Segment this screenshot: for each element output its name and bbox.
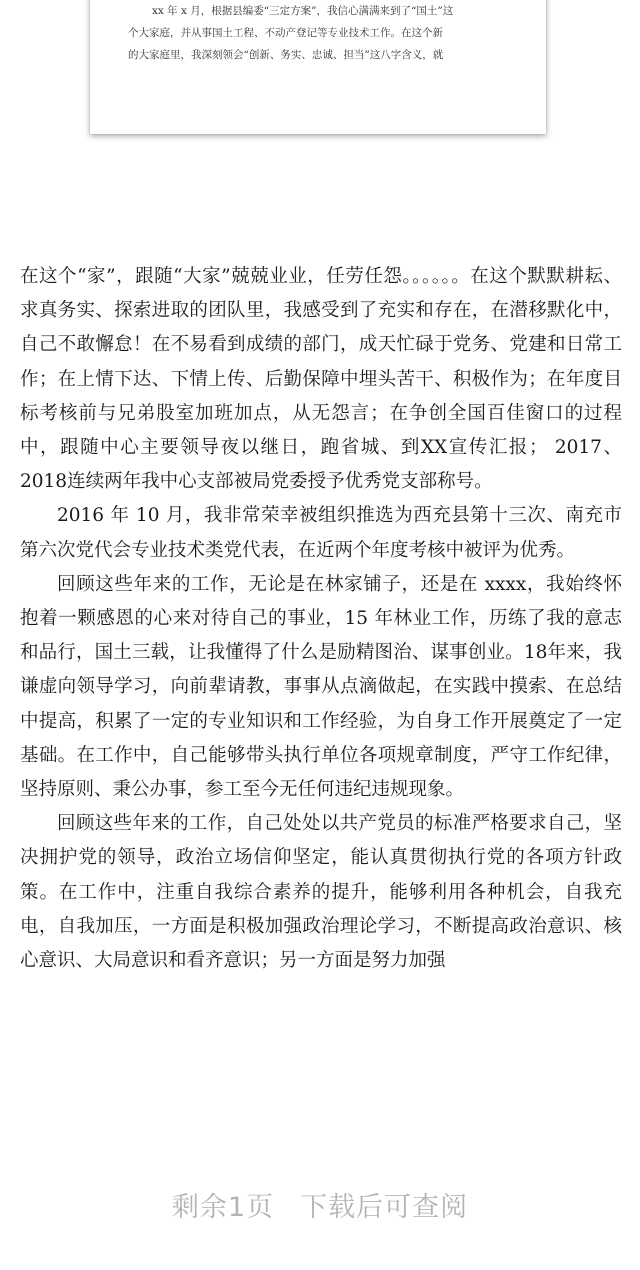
document-body — [20, 260, 622, 978]
preview-line-3: 的大家庭里，我深刻领会“创新、务实、忠诚、担当”这八字含义，就 — [128, 49, 444, 61]
download-prompt-label: 下载后可查阅 — [300, 1192, 469, 1223]
paragraph-4: 回顾这些年来的工作，自己处处以共产党员的标准严格要求自己，坚决拥护党的领导，政治立场信仰坚定，能认真贯彻执行党的各项方针政策。在工作中，注重自我综合素养的提升，能够利用各种机会，自我充电，自我加压，一方面是积极加强政治理论学习，不断提高政治意识、核心意识、大局意识和看齐意识；另一方面是努力加强 — [20, 813, 622, 972]
paragraph-3: 回顾这些年来的工作，无论是在林家铺子，还是在 xxxx，我始终怀抱着一颗感恩的心来对待自己的事业，15 年林业工作，历练了我的意志和品行，国土三载，让我懂得了什么是励精图治、谋事创业。18年来，我谦虚向领导学习，向前辈请教，事事从点滴做起，在实践中摸索、在总结中提高，积累了一定的专业知识和工作经验，为自身工作开展奠定了一定基础。在工作中，自己能够带头执行单位各项规章制度，严守工作纪律，坚持原则、秉公办事，参工至今无任何违纪违规现象。 — [20, 573, 622, 801]
paragraph-1: 在这个“家”，跟随“大家”兢兢业业，任劳任怨。。。。。。在这个默默耕耘、求真务实、探索进取的团队里，我感受到了充实和存在，在潜移默化中，自己不敢懈怠！在不易看到成绩的部门，成天忙碌于党务、党建和日常工作；在上情下达、下情上传、后勤保障中埋头苦干、积极作为；在年度目标考核前与兄弟股室加班加点，从无怨言；在争创全国百佳窗口的过程中，跟随中心主要领导夜以继日，跑省城、到XX宣传汇报； 2017、2018连续两年我中心支部被局党委授予优秀党支部称号。 — [20, 266, 622, 493]
preview-line-1: xx 年 x 月，根据县编委“三定方案”，我信心满满来到了“国土”这 — [152, 5, 454, 17]
preview-line-2: 个大家庭，并从事国土工程、不动产登记等专业技术工作。在这个新 — [128, 27, 443, 39]
document-preview-card — [90, 0, 546, 134]
download-to-read-more-button[interactable] — [0, 1185, 640, 1224]
paragraph-2: 2016 年 10 月，我非常荣幸被组织推选为西充县第十三次、南充市第六次党代会专业技术类党代表，在近两个年度考核中被评为优秀。 — [20, 505, 622, 561]
remaining-pages-label: 剩余1页 — [171, 1192, 275, 1223]
